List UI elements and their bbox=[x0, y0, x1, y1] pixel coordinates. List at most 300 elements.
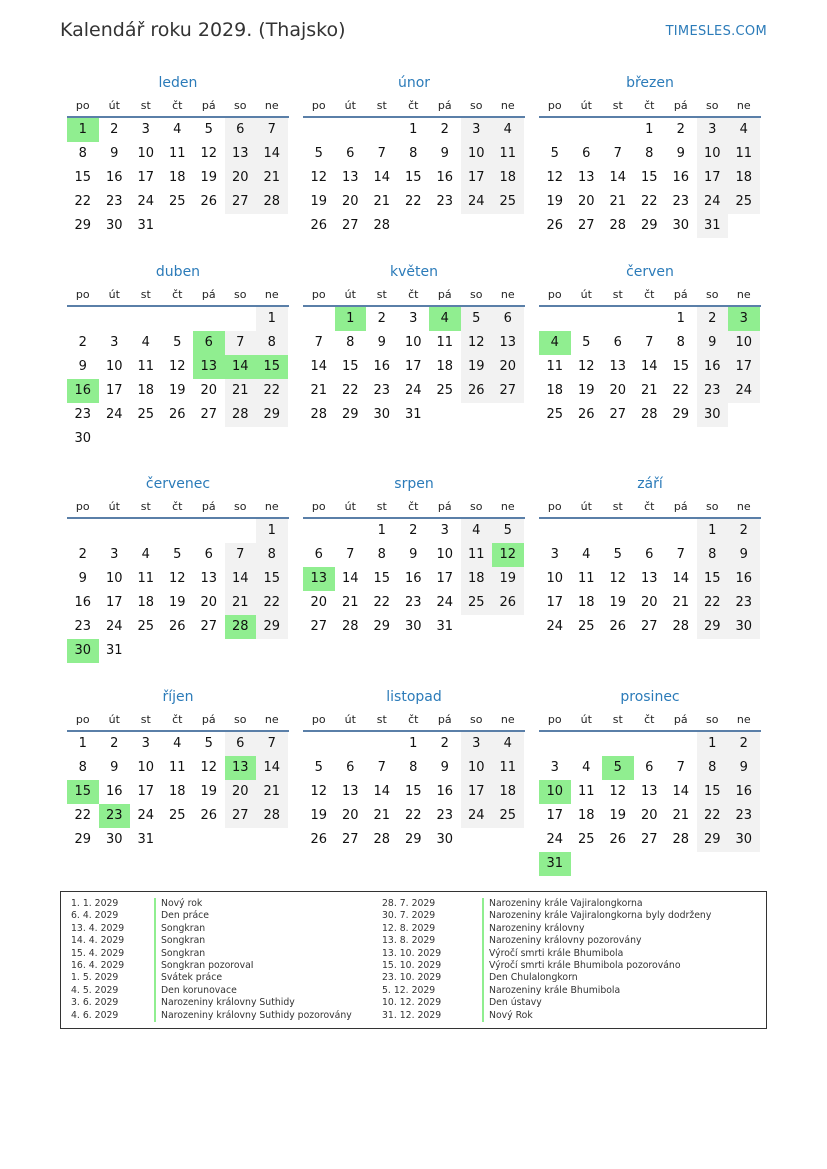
day-cell[interactable]: 19 bbox=[546, 194, 564, 209]
day-cell[interactable]: 1 bbox=[409, 122, 418, 137]
day-cell[interactable]: 23 bbox=[74, 407, 92, 422]
day-cell[interactable]: 29 bbox=[256, 403, 288, 427]
day-cell[interactable]: 14 bbox=[373, 170, 391, 185]
day-cell[interactable]: 28 bbox=[609, 218, 627, 233]
day-cell[interactable]: 10 bbox=[546, 571, 564, 586]
day-cell[interactable]: 23 bbox=[373, 383, 391, 398]
day-cell[interactable]: 11 bbox=[168, 760, 186, 775]
day-cell[interactable]: 28 bbox=[640, 407, 658, 422]
day-cell[interactable]: 30 bbox=[105, 218, 123, 233]
holiday-day-cell[interactable]: 6 bbox=[193, 331, 225, 355]
day-cell[interactable]: 27 bbox=[341, 832, 359, 847]
day-cell[interactable]: 5 bbox=[582, 335, 591, 350]
brand-logo-text[interactable]: TIMESLES.COM bbox=[665, 24, 767, 39]
day-cell[interactable]: 25 bbox=[577, 832, 595, 847]
day-cell[interactable]: 22 bbox=[74, 194, 92, 209]
day-cell[interactable]: 21 bbox=[373, 194, 391, 209]
day-cell[interactable]: 26 bbox=[168, 407, 186, 422]
day-cell[interactable]: 1 bbox=[78, 736, 87, 751]
day-cell[interactable]: 28 bbox=[256, 190, 288, 214]
day-cell[interactable]: 3 bbox=[110, 335, 119, 350]
holiday-day-cell[interactable]: 28 bbox=[225, 615, 257, 639]
day-cell[interactable]: 31 bbox=[697, 214, 729, 238]
day-cell[interactable]: 4 bbox=[492, 118, 524, 142]
day-cell[interactable]: 20 bbox=[341, 194, 359, 209]
day-cell[interactable]: 18 bbox=[137, 595, 155, 610]
day-cell[interactable]: 5 bbox=[173, 547, 182, 562]
day-cell[interactable]: 13 bbox=[200, 571, 218, 586]
day-cell[interactable]: 17 bbox=[728, 355, 760, 379]
day-cell[interactable]: 8 bbox=[78, 760, 87, 775]
day-cell[interactable]: 15 bbox=[672, 359, 690, 374]
day-cell[interactable]: 11 bbox=[492, 142, 524, 166]
day-cell[interactable]: 1 bbox=[409, 736, 418, 751]
day-cell[interactable]: 7 bbox=[314, 335, 323, 350]
day-cell[interactable]: 24 bbox=[728, 379, 760, 403]
holiday-day-cell[interactable]: 1 bbox=[335, 307, 367, 331]
day-cell[interactable]: 18 bbox=[168, 170, 186, 185]
day-cell[interactable]: 4 bbox=[173, 122, 182, 137]
day-cell[interactable]: 29 bbox=[74, 218, 92, 233]
day-cell[interactable]: 27 bbox=[609, 407, 627, 422]
day-cell[interactable]: 1 bbox=[697, 732, 729, 756]
day-cell[interactable]: 27 bbox=[200, 619, 218, 634]
day-cell[interactable]: 11 bbox=[461, 543, 493, 567]
day-cell[interactable]: 27 bbox=[225, 190, 257, 214]
day-cell[interactable]: 4 bbox=[173, 736, 182, 751]
day-cell[interactable]: 31 bbox=[137, 832, 155, 847]
day-cell[interactable]: 1 bbox=[697, 519, 729, 543]
day-cell[interactable]: 24 bbox=[404, 383, 422, 398]
day-cell[interactable]: 21 bbox=[341, 595, 359, 610]
day-cell[interactable]: 29 bbox=[672, 407, 690, 422]
holiday-day-cell[interactable]: 15 bbox=[67, 780, 99, 804]
day-cell[interactable]: 4 bbox=[461, 519, 493, 543]
day-cell[interactable]: 8 bbox=[346, 335, 355, 350]
day-cell[interactable]: 10 bbox=[697, 142, 729, 166]
day-cell[interactable]: 29 bbox=[697, 615, 729, 639]
day-cell[interactable]: 16 bbox=[436, 170, 454, 185]
day-cell[interactable]: 6 bbox=[225, 118, 257, 142]
day-cell[interactable]: 4 bbox=[141, 547, 150, 562]
day-cell[interactable]: 3 bbox=[697, 118, 729, 142]
day-cell[interactable]: 17 bbox=[105, 383, 123, 398]
day-cell[interactable]: 28 bbox=[672, 832, 690, 847]
day-cell[interactable]: 14 bbox=[640, 359, 658, 374]
day-cell[interactable]: 25 bbox=[436, 383, 454, 398]
day-cell[interactable]: 24 bbox=[546, 619, 564, 634]
day-cell[interactable]: 8 bbox=[409, 760, 418, 775]
day-cell[interactable]: 13 bbox=[640, 784, 658, 799]
day-cell[interactable]: 2 bbox=[676, 122, 685, 137]
day-cell[interactable]: 12 bbox=[200, 760, 218, 775]
day-cell[interactable]: 3 bbox=[141, 122, 150, 137]
day-cell[interactable]: 24 bbox=[461, 190, 493, 214]
day-cell[interactable]: 23 bbox=[74, 619, 92, 634]
day-cell[interactable]: 8 bbox=[645, 146, 654, 161]
day-cell[interactable]: 26 bbox=[492, 591, 524, 615]
day-cell[interactable]: 14 bbox=[672, 784, 690, 799]
holiday-day-cell[interactable]: 12 bbox=[492, 543, 524, 567]
holiday-day-cell[interactable]: 31 bbox=[539, 852, 571, 876]
day-cell[interactable]: 17 bbox=[404, 359, 422, 374]
day-cell[interactable]: 7 bbox=[613, 146, 622, 161]
day-cell[interactable]: 21 bbox=[672, 808, 690, 823]
day-cell[interactable]: 20 bbox=[341, 808, 359, 823]
day-cell[interactable]: 15 bbox=[256, 567, 288, 591]
day-cell[interactable]: 8 bbox=[409, 146, 418, 161]
holiday-day-cell[interactable]: 4 bbox=[429, 307, 461, 331]
day-cell[interactable]: 21 bbox=[373, 808, 391, 823]
day-cell[interactable]: 18 bbox=[577, 808, 595, 823]
day-cell[interactable]: 8 bbox=[697, 543, 729, 567]
day-cell[interactable]: 5 bbox=[492, 519, 524, 543]
day-cell[interactable]: 29 bbox=[697, 828, 729, 852]
day-cell[interactable]: 7 bbox=[225, 331, 257, 355]
day-cell[interactable]: 7 bbox=[377, 146, 386, 161]
day-cell[interactable]: 30 bbox=[728, 615, 760, 639]
day-cell[interactable]: 19 bbox=[492, 567, 524, 591]
day-cell[interactable]: 17 bbox=[105, 595, 123, 610]
day-cell[interactable]: 4 bbox=[728, 118, 760, 142]
day-cell[interactable]: 23 bbox=[436, 808, 454, 823]
day-cell[interactable]: 13 bbox=[609, 359, 627, 374]
day-cell[interactable]: 31 bbox=[404, 407, 422, 422]
day-cell[interactable]: 14 bbox=[609, 170, 627, 185]
day-cell[interactable]: 20 bbox=[310, 595, 328, 610]
day-cell[interactable]: 4 bbox=[582, 760, 591, 775]
day-cell[interactable]: 30 bbox=[672, 218, 690, 233]
day-cell[interactable]: 15 bbox=[404, 784, 422, 799]
day-cell[interactable]: 17 bbox=[461, 166, 493, 190]
day-cell[interactable]: 25 bbox=[461, 591, 493, 615]
day-cell[interactable]: 10 bbox=[404, 335, 422, 350]
day-cell[interactable]: 27 bbox=[200, 407, 218, 422]
day-cell[interactable]: 15 bbox=[697, 780, 729, 804]
day-cell[interactable]: 16 bbox=[105, 784, 123, 799]
day-cell[interactable]: 21 bbox=[310, 383, 328, 398]
day-cell[interactable]: 12 bbox=[310, 784, 328, 799]
day-cell[interactable]: 10 bbox=[105, 571, 123, 586]
day-cell[interactable]: 15 bbox=[640, 170, 658, 185]
day-cell[interactable]: 16 bbox=[728, 567, 760, 591]
day-cell[interactable]: 8 bbox=[697, 756, 729, 780]
day-cell[interactable]: 22 bbox=[373, 595, 391, 610]
day-cell[interactable]: 18 bbox=[461, 567, 493, 591]
day-cell[interactable]: 31 bbox=[436, 619, 454, 634]
day-cell[interactable]: 29 bbox=[640, 218, 658, 233]
day-cell[interactable]: 12 bbox=[609, 571, 627, 586]
day-cell[interactable]: 5 bbox=[550, 146, 559, 161]
day-cell[interactable]: 3 bbox=[461, 732, 493, 756]
day-cell[interactable]: 4 bbox=[582, 547, 591, 562]
day-cell[interactable]: 17 bbox=[697, 166, 729, 190]
day-cell[interactable]: 23 bbox=[105, 194, 123, 209]
day-cell[interactable]: 24 bbox=[436, 595, 454, 610]
holiday-day-cell[interactable]: 5 bbox=[602, 756, 634, 780]
day-cell[interactable]: 7 bbox=[676, 547, 685, 562]
day-cell[interactable]: 14 bbox=[225, 567, 257, 591]
holiday-day-cell[interactable]: 16 bbox=[67, 379, 99, 403]
day-cell[interactable]: 26 bbox=[310, 832, 328, 847]
day-cell[interactable]: 10 bbox=[137, 760, 155, 775]
day-cell[interactable]: 22 bbox=[74, 808, 92, 823]
day-cell[interactable]: 28 bbox=[373, 832, 391, 847]
day-cell[interactable]: 19 bbox=[310, 808, 328, 823]
day-cell[interactable]: 24 bbox=[105, 407, 123, 422]
day-cell[interactable]: 6 bbox=[346, 760, 355, 775]
day-cell[interactable]: 8 bbox=[256, 331, 288, 355]
day-cell[interactable]: 12 bbox=[168, 359, 186, 374]
day-cell[interactable]: 28 bbox=[373, 218, 391, 233]
holiday-day-cell[interactable]: 23 bbox=[99, 804, 131, 828]
day-cell[interactable]: 30 bbox=[373, 407, 391, 422]
day-cell[interactable]: 26 bbox=[200, 194, 218, 209]
day-cell[interactable]: 31 bbox=[105, 643, 123, 658]
day-cell[interactable]: 27 bbox=[225, 804, 257, 828]
day-cell[interactable]: 20 bbox=[640, 595, 658, 610]
holiday-day-cell[interactable]: 1 bbox=[67, 118, 99, 142]
day-cell[interactable]: 30 bbox=[697, 403, 729, 427]
day-cell[interactable]: 28 bbox=[310, 407, 328, 422]
day-cell[interactable]: 26 bbox=[168, 619, 186, 634]
day-cell[interactable]: 7 bbox=[346, 547, 355, 562]
day-cell[interactable]: 25 bbox=[492, 804, 524, 828]
day-cell[interactable]: 2 bbox=[728, 732, 760, 756]
day-cell[interactable]: 2 bbox=[78, 335, 87, 350]
day-cell[interactable]: 10 bbox=[728, 331, 760, 355]
day-cell[interactable]: 11 bbox=[577, 571, 595, 586]
day-cell[interactable]: 9 bbox=[377, 335, 386, 350]
day-cell[interactable]: 6 bbox=[204, 547, 213, 562]
day-cell[interactable]: 23 bbox=[436, 194, 454, 209]
day-cell[interactable]: 19 bbox=[577, 383, 595, 398]
day-cell[interactable]: 11 bbox=[137, 359, 155, 374]
day-cell[interactable]: 30 bbox=[74, 431, 92, 446]
holiday-day-cell[interactable]: 4 bbox=[539, 331, 571, 355]
day-cell[interactable]: 22 bbox=[256, 379, 288, 403]
day-cell[interactable]: 21 bbox=[672, 595, 690, 610]
day-cell[interactable]: 13 bbox=[640, 571, 658, 586]
day-cell[interactable]: 27 bbox=[640, 619, 658, 634]
day-cell[interactable]: 25 bbox=[492, 190, 524, 214]
day-cell[interactable]: 18 bbox=[436, 359, 454, 374]
day-cell[interactable]: 18 bbox=[492, 780, 524, 804]
day-cell[interactable]: 28 bbox=[256, 804, 288, 828]
day-cell[interactable]: 6 bbox=[645, 547, 654, 562]
day-cell[interactable]: 29 bbox=[256, 615, 288, 639]
day-cell[interactable]: 20 bbox=[640, 808, 658, 823]
day-cell[interactable]: 11 bbox=[728, 142, 760, 166]
day-cell[interactable]: 27 bbox=[310, 619, 328, 634]
day-cell[interactable]: 14 bbox=[256, 756, 288, 780]
day-cell[interactable]: 24 bbox=[697, 190, 729, 214]
day-cell[interactable]: 17 bbox=[137, 170, 155, 185]
day-cell[interactable]: 9 bbox=[110, 760, 119, 775]
holiday-day-cell[interactable]: 15 bbox=[256, 355, 288, 379]
day-cell[interactable]: 1 bbox=[676, 311, 685, 326]
day-cell[interactable]: 12 bbox=[310, 170, 328, 185]
day-cell[interactable]: 5 bbox=[314, 146, 323, 161]
day-cell[interactable]: 5 bbox=[314, 760, 323, 775]
day-cell[interactable]: 19 bbox=[609, 595, 627, 610]
day-cell[interactable]: 20 bbox=[200, 383, 218, 398]
day-cell[interactable]: 30 bbox=[436, 832, 454, 847]
day-cell[interactable]: 13 bbox=[492, 331, 524, 355]
day-cell[interactable]: 5 bbox=[461, 307, 493, 331]
day-cell[interactable]: 10 bbox=[105, 359, 123, 374]
day-cell[interactable]: 21 bbox=[225, 379, 257, 403]
day-cell[interactable]: 23 bbox=[728, 591, 760, 615]
day-cell[interactable]: 2 bbox=[728, 519, 760, 543]
day-cell[interactable]: 20 bbox=[225, 780, 257, 804]
day-cell[interactable]: 26 bbox=[310, 218, 328, 233]
day-cell[interactable]: 12 bbox=[200, 146, 218, 161]
day-cell[interactable]: 23 bbox=[697, 379, 729, 403]
day-cell[interactable]: 24 bbox=[546, 832, 564, 847]
day-cell[interactable]: 6 bbox=[314, 547, 323, 562]
day-cell[interactable]: 11 bbox=[436, 335, 454, 350]
day-cell[interactable]: 25 bbox=[728, 190, 760, 214]
day-cell[interactable]: 21 bbox=[640, 383, 658, 398]
day-cell[interactable]: 21 bbox=[225, 591, 257, 615]
day-cell[interactable]: 11 bbox=[492, 756, 524, 780]
day-cell[interactable]: 3 bbox=[550, 760, 559, 775]
day-cell[interactable]: 22 bbox=[404, 808, 422, 823]
day-cell[interactable]: 6 bbox=[225, 732, 257, 756]
day-cell[interactable]: 2 bbox=[440, 122, 449, 137]
day-cell[interactable]: 2 bbox=[78, 547, 87, 562]
day-cell[interactable]: 19 bbox=[609, 808, 627, 823]
day-cell[interactable]: 20 bbox=[225, 166, 257, 190]
day-cell[interactable]: 3 bbox=[141, 736, 150, 751]
holiday-day-cell[interactable]: 30 bbox=[67, 639, 99, 663]
day-cell[interactable]: 5 bbox=[204, 736, 213, 751]
day-cell[interactable]: 10 bbox=[461, 142, 493, 166]
day-cell[interactable]: 18 bbox=[492, 166, 524, 190]
day-cell[interactable]: 19 bbox=[200, 784, 218, 799]
day-cell[interactable]: 8 bbox=[78, 146, 87, 161]
day-cell[interactable]: 30 bbox=[728, 828, 760, 852]
day-cell[interactable]: 2 bbox=[110, 736, 119, 751]
day-cell[interactable]: 28 bbox=[672, 619, 690, 634]
day-cell[interactable]: 8 bbox=[256, 543, 288, 567]
day-cell[interactable]: 18 bbox=[577, 595, 595, 610]
day-cell[interactable]: 25 bbox=[137, 407, 155, 422]
day-cell[interactable]: 9 bbox=[676, 146, 685, 161]
day-cell[interactable]: 12 bbox=[546, 170, 564, 185]
day-cell[interactable]: 12 bbox=[609, 784, 627, 799]
day-cell[interactable]: 5 bbox=[613, 547, 622, 562]
day-cell[interactable]: 28 bbox=[225, 403, 257, 427]
day-cell[interactable]: 29 bbox=[404, 832, 422, 847]
day-cell[interactable]: 19 bbox=[168, 595, 186, 610]
day-cell[interactable]: 13 bbox=[577, 170, 595, 185]
day-cell[interactable]: 19 bbox=[310, 194, 328, 209]
day-cell[interactable]: 20 bbox=[492, 355, 524, 379]
day-cell[interactable]: 9 bbox=[440, 760, 449, 775]
day-cell[interactable]: 11 bbox=[137, 571, 155, 586]
day-cell[interactable]: 14 bbox=[373, 784, 391, 799]
day-cell[interactable]: 24 bbox=[137, 808, 155, 823]
day-cell[interactable]: 10 bbox=[436, 547, 454, 562]
day-cell[interactable]: 10 bbox=[461, 756, 493, 780]
day-cell[interactable]: 15 bbox=[341, 359, 359, 374]
day-cell[interactable]: 29 bbox=[341, 407, 359, 422]
day-cell[interactable]: 28 bbox=[341, 619, 359, 634]
day-cell[interactable]: 2 bbox=[409, 523, 418, 538]
day-cell[interactable]: 9 bbox=[78, 571, 87, 586]
day-cell[interactable]: 20 bbox=[577, 194, 595, 209]
day-cell[interactable]: 6 bbox=[582, 146, 591, 161]
day-cell[interactable]: 25 bbox=[168, 808, 186, 823]
day-cell[interactable]: 25 bbox=[577, 619, 595, 634]
day-cell[interactable]: 27 bbox=[492, 379, 524, 403]
day-cell[interactable]: 17 bbox=[461, 780, 493, 804]
day-cell[interactable]: 3 bbox=[110, 547, 119, 562]
day-cell[interactable]: 22 bbox=[256, 591, 288, 615]
day-cell[interactable]: 17 bbox=[546, 595, 564, 610]
day-cell[interactable]: 9 bbox=[78, 359, 87, 374]
day-cell[interactable]: 15 bbox=[697, 567, 729, 591]
day-cell[interactable]: 16 bbox=[404, 571, 422, 586]
day-cell[interactable]: 12 bbox=[168, 571, 186, 586]
day-cell[interactable]: 26 bbox=[577, 407, 595, 422]
holiday-day-cell[interactable]: 3 bbox=[728, 307, 760, 331]
day-cell[interactable]: 15 bbox=[74, 170, 92, 185]
day-cell[interactable]: 15 bbox=[373, 571, 391, 586]
day-cell[interactable]: 29 bbox=[74, 832, 92, 847]
day-cell[interactable]: 6 bbox=[346, 146, 355, 161]
day-cell[interactable]: 29 bbox=[373, 619, 391, 634]
day-cell[interactable]: 2 bbox=[697, 307, 729, 331]
day-cell[interactable]: 14 bbox=[310, 359, 328, 374]
day-cell[interactable]: 3 bbox=[440, 523, 449, 538]
holiday-day-cell[interactable]: 13 bbox=[193, 355, 225, 379]
day-cell[interactable]: 9 bbox=[409, 547, 418, 562]
day-cell[interactable]: 22 bbox=[697, 591, 729, 615]
day-cell[interactable]: 7 bbox=[645, 335, 654, 350]
day-cell[interactable]: 6 bbox=[613, 335, 622, 350]
day-cell[interactable]: 1 bbox=[645, 122, 654, 137]
day-cell[interactable]: 21 bbox=[256, 166, 288, 190]
day-cell[interactable]: 7 bbox=[676, 760, 685, 775]
day-cell[interactable]: 27 bbox=[341, 218, 359, 233]
day-cell[interactable]: 1 bbox=[256, 519, 288, 543]
day-cell[interactable]: 9 bbox=[110, 146, 119, 161]
day-cell[interactable]: 22 bbox=[672, 383, 690, 398]
day-cell[interactable]: 21 bbox=[609, 194, 627, 209]
day-cell[interactable]: 7 bbox=[256, 732, 288, 756]
holiday-day-cell[interactable]: 10 bbox=[539, 780, 571, 804]
day-cell[interactable]: 20 bbox=[609, 383, 627, 398]
day-cell[interactable]: 16 bbox=[105, 170, 123, 185]
day-cell[interactable]: 8 bbox=[676, 335, 685, 350]
day-cell[interactable]: 3 bbox=[409, 311, 418, 326]
day-cell[interactable]: 16 bbox=[436, 784, 454, 799]
day-cell[interactable]: 27 bbox=[577, 218, 595, 233]
day-cell[interactable]: 12 bbox=[577, 359, 595, 374]
day-cell[interactable]: 24 bbox=[461, 804, 493, 828]
day-cell[interactable]: 16 bbox=[373, 359, 391, 374]
day-cell[interactable]: 3 bbox=[461, 118, 493, 142]
day-cell[interactable]: 22 bbox=[341, 383, 359, 398]
day-cell[interactable]: 9 bbox=[728, 543, 760, 567]
day-cell[interactable]: 6 bbox=[492, 307, 524, 331]
day-cell[interactable]: 15 bbox=[404, 170, 422, 185]
day-cell[interactable]: 5 bbox=[204, 122, 213, 137]
day-cell[interactable]: 26 bbox=[546, 218, 564, 233]
